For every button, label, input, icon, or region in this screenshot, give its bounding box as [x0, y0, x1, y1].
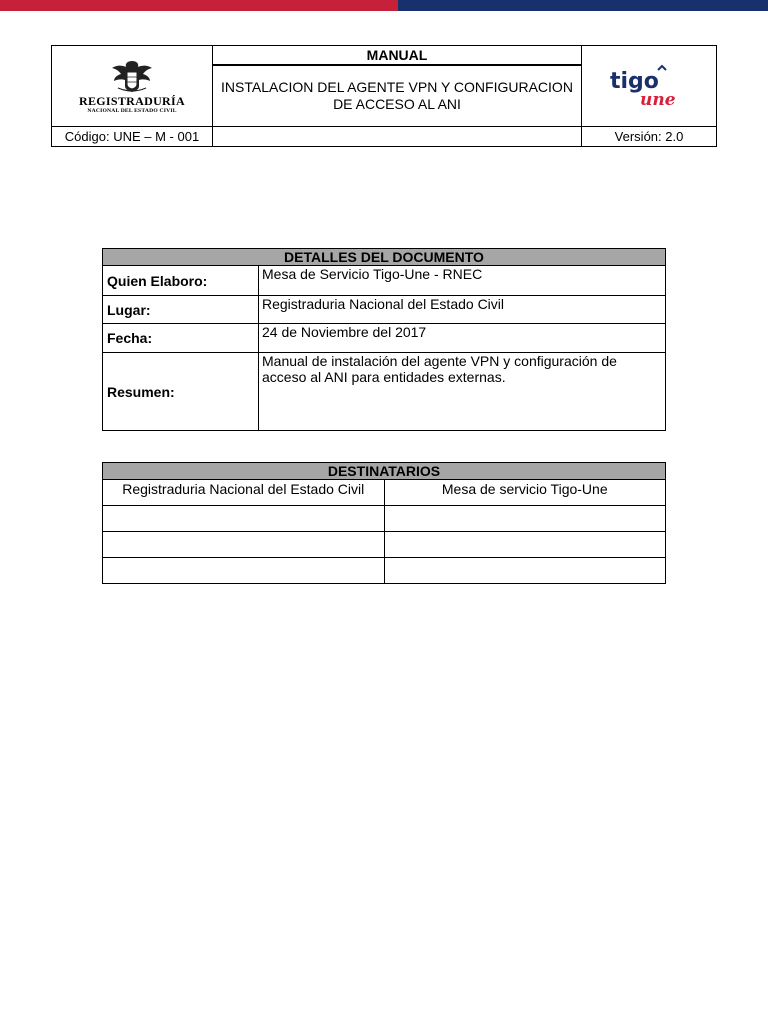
- top-bar-blue: [398, 0, 768, 11]
- registraduria-logo: [52, 46, 213, 127]
- recipients-heading: DESTINATARIOS: [103, 463, 666, 480]
- document-code: Código: UNE – M - 001: [52, 127, 213, 147]
- detail-label: Lugar:: [103, 296, 259, 324]
- recipient-column-header: Mesa de servicio Tigo-Une: [384, 480, 666, 506]
- document-header-table: [51, 45, 717, 147]
- table-row: [103, 324, 666, 353]
- details-heading: DETALLES DEL DOCUMENTO: [103, 249, 666, 266]
- recipients-table: [102, 462, 666, 584]
- tigo-une-logo: [582, 46, 717, 127]
- recipient-column-header: Registraduria Nacional del Estado Civil: [103, 480, 385, 506]
- registraduria-name: REGISTRADURÍA: [79, 94, 185, 108]
- document-title: INSTALACION DEL AGENTE VPN Y CONFIGURACION DE ACCESO AL ANI: [213, 65, 582, 127]
- recipient-cell: [103, 532, 385, 558]
- recipient-cell: [384, 506, 666, 532]
- recipient-cell: [103, 558, 385, 584]
- une-logo-text: une: [640, 90, 676, 109]
- detail-label: Fecha:: [103, 324, 259, 353]
- table-row: [103, 480, 666, 506]
- table-row: [103, 558, 666, 584]
- top-bar-red: [0, 0, 398, 11]
- tigo-une-logo-icon: [606, 63, 692, 109]
- coat-of-arms-icon: [108, 58, 156, 94]
- tigo-logo-text: tigo: [610, 69, 659, 94]
- registraduria-subtitle: NACIONAL DEL ESTADO CIVIL: [87, 108, 177, 114]
- detail-label: Resumen:: [103, 353, 259, 431]
- recipient-cell: [103, 506, 385, 532]
- empty-cell: [213, 127, 582, 147]
- recipient-cell: [384, 558, 666, 584]
- detail-value: Registraduria Nacional del Estado Civil: [259, 296, 666, 324]
- detail-value: Mesa de Servicio Tigo-Une - RNEC: [259, 266, 666, 296]
- top-color-bar: [0, 0, 768, 11]
- manual-label: MANUAL: [213, 46, 582, 66]
- document-details-table: [102, 248, 666, 431]
- table-row: [103, 506, 666, 532]
- detail-label: Quien Elaboro:: [103, 266, 259, 296]
- document-version: Versión: 2.0: [582, 127, 717, 147]
- recipient-cell: [384, 532, 666, 558]
- detail-value: Manual de instalación del agente VPN y configuración de acceso al ANI para entidades externas.: [259, 353, 666, 431]
- table-row: [103, 266, 666, 296]
- table-row: [103, 296, 666, 324]
- table-row: [103, 353, 666, 431]
- table-row: [103, 532, 666, 558]
- detail-value: 24 de Noviembre del 2017: [259, 324, 666, 353]
